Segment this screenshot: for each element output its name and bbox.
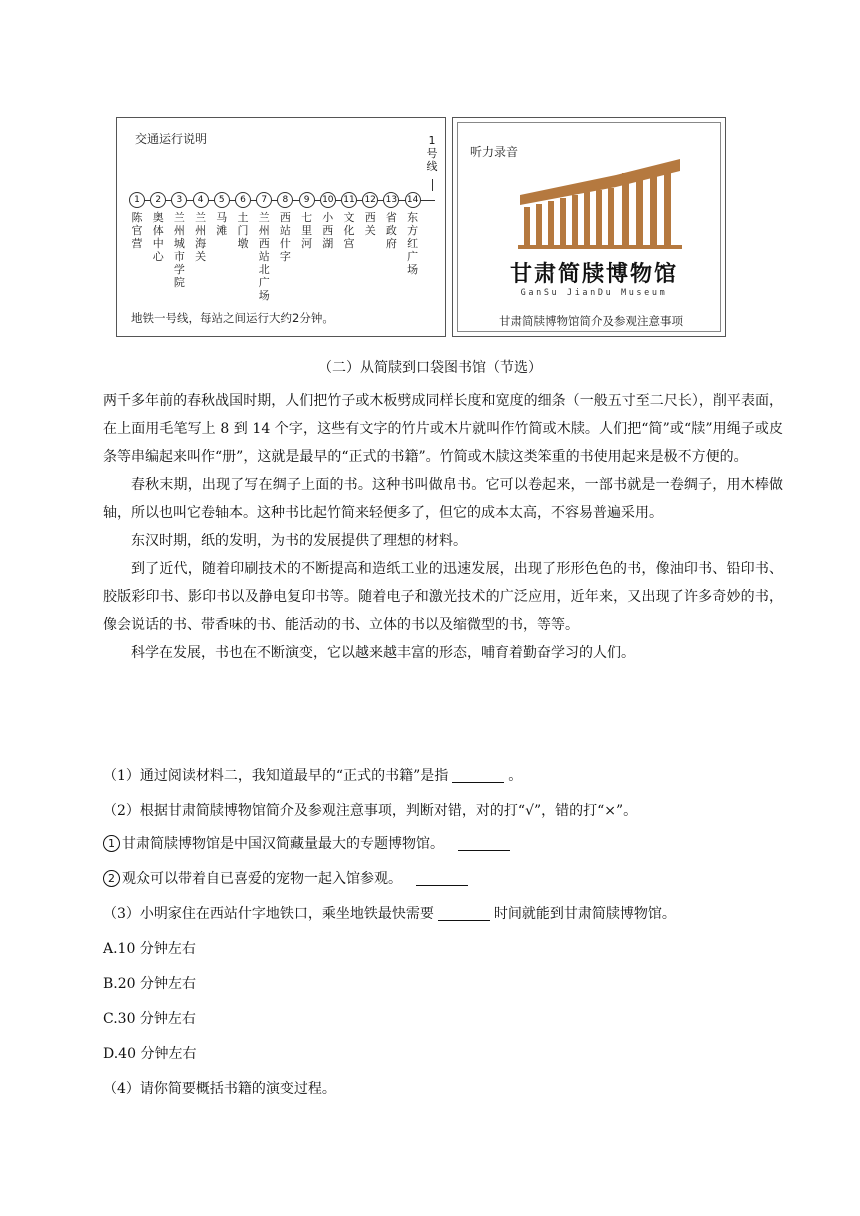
line-label-char: 1 xyxy=(428,134,436,147)
figure-row xyxy=(116,117,726,337)
station-12 xyxy=(362,192,378,237)
answer-blank[interactable] xyxy=(458,836,510,851)
paragraph: 两千多年前的春秋战国时期，人们把竹子或木板劈成同样长度和宽度的细条（一般五寸至二尺长），削平表面，在上面用毛笔写上 8 到 14 个字，这些有文字的竹片或木片就叫作竹简或木牍。人们把“简”或“牍”用绳子或皮条等串编起来叫作“册”，这就是最早的“正式的书籍”。竹简或木牍这类笨重的书使用起来是极不方便的。 xyxy=(103,393,783,465)
station-name: 陈官营 xyxy=(131,211,143,250)
station-name: 马滩 xyxy=(216,211,228,237)
station-8 xyxy=(277,192,293,263)
station-number: 9 xyxy=(299,192,315,208)
paragraph: 春秋末期，出现了写在绸子上面的书。这种书叫做帛书。它可以卷起来，一部书就是一卷绸子，用木棒做轴，所以也叫它卷轴本。这种书比起竹简来轻便多了，但它的成本太高，不容易普遍采用。 xyxy=(103,477,783,521)
answer-blank[interactable] xyxy=(416,871,468,886)
question-3-text: （3）小明家住在西站什字地铁口，乘坐地铁最快需要 xyxy=(103,906,434,922)
station-9 xyxy=(299,192,315,250)
audio-label[interactable]: 听力录音 xyxy=(470,145,519,159)
line-label-char: 线 xyxy=(426,160,438,173)
question-3 xyxy=(103,903,676,923)
paragraph: 科学在发展，书也在不断演变，它以越来越丰富的形态，哺育着勤奋学习的人们。 xyxy=(131,645,635,661)
question-1-text: （1）通过阅读材料二，我知道最早的“正式的书籍”是指 xyxy=(103,768,449,784)
question-2-item-text: 观众可以带着自已喜爱的宠物一起入馆参观。 xyxy=(122,871,402,887)
paragraph: 东汉时期，纸的发明，为书的发展提供了理想的材料。 xyxy=(131,533,467,549)
station-13 xyxy=(383,192,399,250)
item-marker: 1 xyxy=(103,835,120,852)
museum-caption: 甘肃简牍博物馆简介及参观注意事项 xyxy=(499,314,683,328)
station-number: 8 xyxy=(277,192,293,208)
question-2-item xyxy=(103,833,514,853)
line-label xyxy=(426,134,438,173)
station-number: 10 xyxy=(320,192,336,208)
paragraph: 到了近代，随着印刷技术的不断提高和造纸工业的迅速发展，出现了形形色色的书，像油印书、铅印书、胶版彩印书、影印书以及静电复印书等。随着电子和激光技术的广泛应用，近年来，又出现了许多奇妙的书，像会说话的书、带香味的书、能活动的书、立体的书以及缩微型的书，等等。 xyxy=(103,561,783,633)
museum-logo-name: 甘肃简牍博物馆 xyxy=(509,261,678,287)
item-marker: 2 xyxy=(103,870,120,887)
museum-logo-english: GanSu JianDu Museum xyxy=(520,288,668,298)
station-number: 11 xyxy=(341,192,357,208)
station-name: 文化宫 xyxy=(343,211,355,250)
station-name: 七里河 xyxy=(301,211,313,250)
subway-map-title: 交通运行说明 xyxy=(135,132,208,146)
station-name: 兰州城市学院 xyxy=(173,211,185,289)
station-2 xyxy=(150,192,166,263)
station-name: 省政府 xyxy=(385,211,397,250)
station-name: 奥体中心 xyxy=(152,211,164,263)
museum-building-icon xyxy=(498,151,690,266)
station-name: 西关 xyxy=(364,211,376,237)
museum-panel xyxy=(452,117,726,337)
station-14 xyxy=(405,192,421,276)
answer-blank[interactable] xyxy=(452,768,504,783)
station-1 xyxy=(129,192,145,250)
question-1-end: 。 xyxy=(508,768,523,784)
answer-blank[interactable] xyxy=(438,906,490,921)
station-name: 土门墩 xyxy=(237,211,249,250)
question-1 xyxy=(103,765,522,785)
station-7 xyxy=(256,192,272,302)
station-number: 5 xyxy=(214,192,230,208)
question-2: （2）根据甘肃简牍博物馆简介及参观注意事项，判断对错，对的打“√”，错的打“×”。 xyxy=(103,803,638,819)
question-2-item xyxy=(103,868,472,888)
station-name: 东方红广场 xyxy=(407,211,419,276)
station-6 xyxy=(235,192,251,250)
line-connector xyxy=(432,179,433,191)
subway-note: 地铁一号线，每站之间运行大约2分钟。 xyxy=(131,311,334,325)
line-label-char: 号 xyxy=(426,147,438,160)
subway-map xyxy=(116,117,446,337)
station-number: 14 xyxy=(405,192,421,208)
section-title: （二）从简牍到口袋图书馆（节选） xyxy=(318,360,542,376)
station-number: 2 xyxy=(150,192,166,208)
option-a[interactable]: A.10 分钟左右 xyxy=(103,941,196,957)
question-4: （4）请你简要概括书籍的演变过程。 xyxy=(103,1081,336,1097)
station-number: 6 xyxy=(235,192,251,208)
station-11 xyxy=(341,192,357,250)
station-3 xyxy=(171,192,187,289)
station-name: 小西湖 xyxy=(322,211,334,250)
station-4 xyxy=(193,192,209,263)
station-number: 7 xyxy=(256,192,272,208)
station-5 xyxy=(214,192,230,237)
station-number: 3 xyxy=(171,192,187,208)
option-b[interactable]: B.20 分钟左右 xyxy=(103,976,197,992)
station-number: 12 xyxy=(362,192,378,208)
station-name: 西站什字 xyxy=(279,211,291,263)
option-d[interactable]: D.40 分钟左右 xyxy=(103,1046,197,1062)
option-c[interactable]: C.30 分钟左右 xyxy=(103,1011,196,1027)
station-number: 4 xyxy=(193,192,209,208)
station-10 xyxy=(320,192,336,250)
station-name: 兰州海关 xyxy=(195,211,207,263)
station-number: 1 xyxy=(129,192,145,208)
question-2-item-text: 甘肃简牍博物馆是中国汉简藏量最大的专题博物馆。 xyxy=(122,836,444,852)
question-3-end: 时间就能到甘肃简牍博物馆。 xyxy=(493,906,676,922)
station-number: 13 xyxy=(383,192,399,208)
article-body xyxy=(103,387,783,667)
station-name: 兰州西站北广场 xyxy=(258,211,270,302)
museum-panel-inner xyxy=(457,122,721,332)
